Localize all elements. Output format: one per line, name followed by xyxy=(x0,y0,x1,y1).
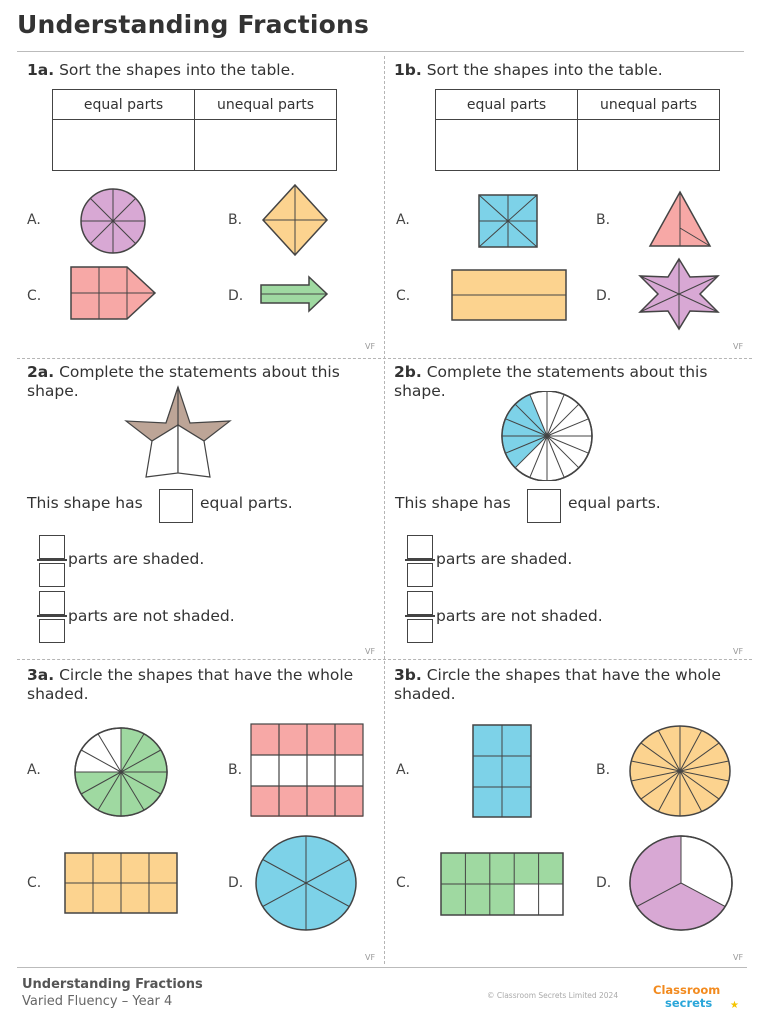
label-3a-c: C. xyxy=(27,875,42,891)
statement-2b-shaded: parts are shaded. xyxy=(436,550,573,568)
shape-1b-a-square xyxy=(477,193,539,249)
svg-text:Classroom: Classroom xyxy=(653,983,721,997)
label-1b-d: D. xyxy=(596,288,612,304)
shape-3a-d-circle xyxy=(254,834,358,932)
shape-3b-c-grid xyxy=(439,851,565,917)
shape-3a-c-rectangle xyxy=(63,851,179,915)
statement-2a-total-pre: This shape has xyxy=(27,494,143,512)
answer-box-2a-total[interactable] xyxy=(159,489,193,523)
label-3b-c: C. xyxy=(396,875,411,891)
row-divider-2 xyxy=(17,659,752,660)
label-1a-a: A. xyxy=(27,212,41,228)
shape-2a-star xyxy=(122,385,234,481)
svg-text:secrets: secrets xyxy=(665,996,713,1010)
classroom-secrets-logo xyxy=(650,982,750,1010)
shape-3a-a-circle xyxy=(73,726,169,818)
shape-1a-c-house xyxy=(69,265,157,321)
statement-2b-not-shaded: parts are not shaded. xyxy=(436,607,603,625)
numerator-box-2b-shaded[interactable] xyxy=(407,535,433,559)
unequal-parts-header: unequal parts xyxy=(578,90,720,120)
equal-parts-cell[interactable] xyxy=(436,120,578,171)
shape-1b-c-rectangle xyxy=(450,268,568,322)
numerator-box-2a-shaded[interactable] xyxy=(39,535,65,559)
label-1b-a: A. xyxy=(396,212,410,228)
footer-subtitle: Varied Fluency – Year 4 xyxy=(22,994,173,1009)
answer-box-2b-total[interactable] xyxy=(527,489,561,523)
label-1b-b: B. xyxy=(596,212,611,228)
question-2b: 2b. Complete the statements about this shape. xyxy=(394,363,708,400)
label-1a-c: C. xyxy=(27,288,42,304)
fraction-line xyxy=(405,615,435,617)
question-1a: 1a. Sort the shapes into the table. xyxy=(27,61,296,79)
footer-title: Understanding Fractions xyxy=(22,977,203,992)
shape-1a-d-arrow xyxy=(259,275,329,313)
denominator-box-2b-shaded[interactable] xyxy=(407,563,433,587)
fraction-line xyxy=(37,559,67,561)
shape-3a-b-grid xyxy=(249,722,365,818)
statement-2a-not-shaded: parts are not shaded. xyxy=(68,607,235,625)
fraction-line xyxy=(405,559,435,561)
statement-2a-total-post: equal parts. xyxy=(200,494,293,512)
vf-mark: VF xyxy=(733,953,744,962)
column-divider xyxy=(384,56,385,964)
equal-parts-header: equal parts xyxy=(436,90,578,120)
shape-1b-b-triangle xyxy=(648,190,712,248)
label-1b-c: C. xyxy=(396,288,411,304)
copyright: © Classroom Secrets Limited 2024 xyxy=(487,991,619,1000)
shape-3b-d-circle xyxy=(628,834,734,932)
denominator-box-2b-not-shaded[interactable] xyxy=(407,619,433,643)
numerator-box-2b-not-shaded[interactable] xyxy=(407,591,433,615)
fraction-line xyxy=(37,615,67,617)
denominator-box-2a-not-shaded[interactable] xyxy=(39,619,65,643)
shape-2b-circle xyxy=(499,391,595,481)
numerator-box-2a-not-shaded[interactable] xyxy=(39,591,65,615)
equal-parts-header: equal parts xyxy=(53,90,195,120)
unequal-parts-cell[interactable] xyxy=(578,120,720,171)
label-3a-a: A. xyxy=(27,762,41,778)
footer-divider xyxy=(17,967,747,968)
label-1a-d: D. xyxy=(228,288,244,304)
label-3b-d: D. xyxy=(596,875,612,891)
statement-2b-total-post: equal parts. xyxy=(568,494,661,512)
row-divider-1 xyxy=(17,358,752,359)
statement-2a-shaded: parts are shaded. xyxy=(68,550,205,568)
sort-table-1b xyxy=(435,89,720,171)
shape-1b-d-star xyxy=(638,257,720,331)
shape-3b-a-rectangle xyxy=(471,723,533,819)
vf-mark: VF xyxy=(733,647,744,656)
question-3a: 3a. Circle the shapes that have the whole shaded. xyxy=(27,666,354,703)
question-3b: 3b. Circle the shapes that have the whole shaded. xyxy=(394,666,721,703)
vf-mark: VF xyxy=(365,953,376,962)
shape-3b-b-circle xyxy=(628,724,732,818)
question-1b: 1b. Sort the shapes into the table. xyxy=(394,61,663,79)
label-3b-b: B. xyxy=(596,762,611,778)
unequal-parts-cell[interactable] xyxy=(195,120,337,171)
denominator-box-2a-shaded[interactable] xyxy=(39,563,65,587)
equal-parts-cell[interactable] xyxy=(53,120,195,171)
unequal-parts-header: unequal parts xyxy=(195,90,337,120)
vf-mark: VF xyxy=(365,647,376,656)
title-divider xyxy=(17,51,744,52)
shape-1a-b-diamond xyxy=(261,183,329,257)
label-3a-d: D. xyxy=(228,875,244,891)
statement-2b-total-pre: This shape has xyxy=(395,494,511,512)
label-1a-b: B. xyxy=(228,212,243,228)
shape-1a-a-circle xyxy=(78,186,148,256)
vf-mark: VF xyxy=(733,342,744,351)
question-2a: 2a. Complete the statements about this shape. xyxy=(27,363,340,400)
label-3b-a: A. xyxy=(396,762,410,778)
label-3a-b: B. xyxy=(228,762,243,778)
sort-table-1a xyxy=(52,89,337,171)
vf-mark: VF xyxy=(365,342,376,351)
svg-text:★: ★ xyxy=(730,1000,739,1010)
page-title: Understanding Fractions xyxy=(17,10,370,39)
